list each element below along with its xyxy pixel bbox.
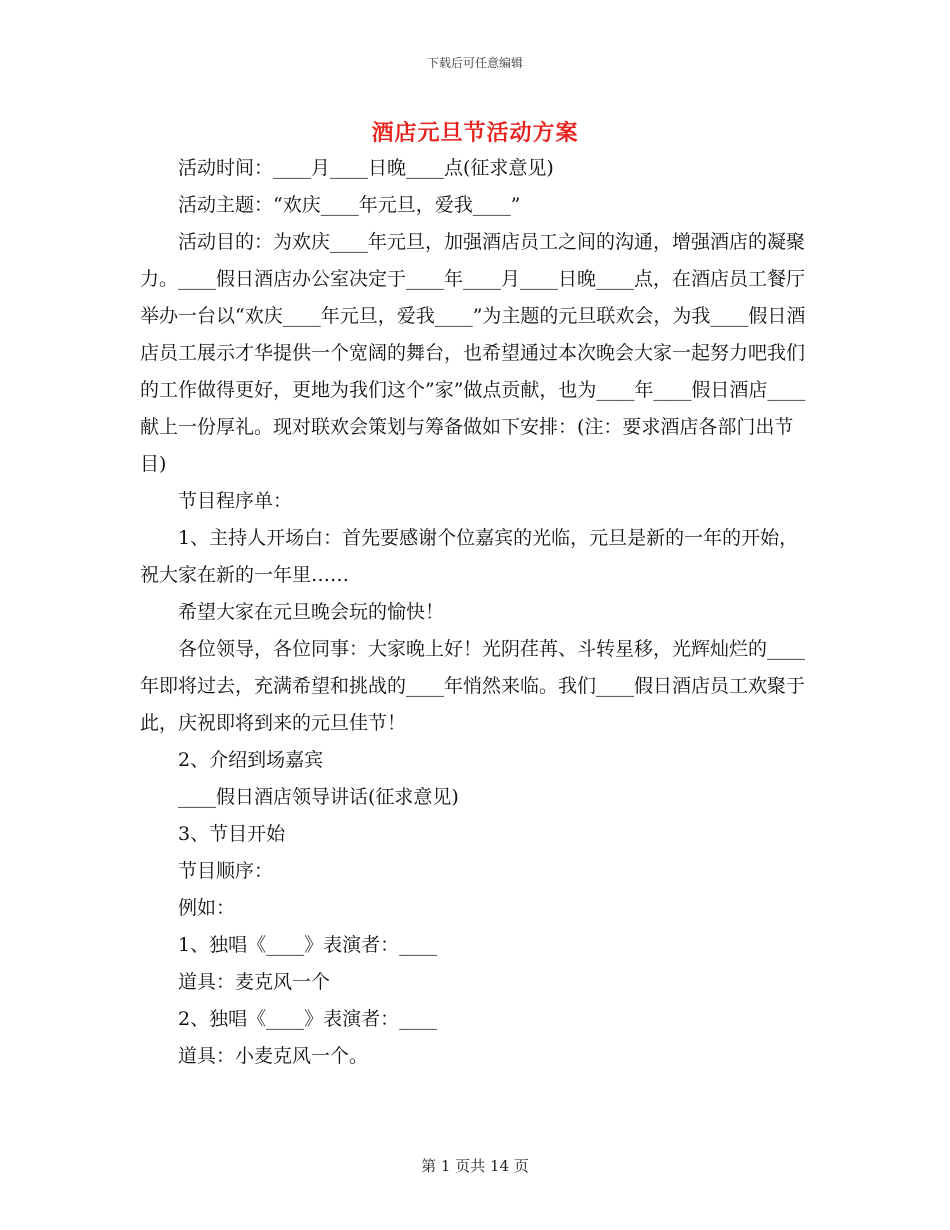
paragraph-props-2: 道具：小麦克风一个。	[178, 1045, 369, 1067]
paragraph-greeting: 各位领导，各位同事：大家晚上好！光阴荏苒、斗转星移，光辉灿烂的____年即将过去，充满希望和挑战的____年悄然来临。我们____假日酒店员工欢聚于此，庆祝即将到来的元旦佳节！	[140, 638, 806, 734]
paragraph-solo-2: 2、独唱《____》表演者：____	[178, 1008, 438, 1030]
paragraph-introduce-guests: 2、介绍到场嘉宾	[178, 749, 324, 771]
paragraph-solo-1: 1、独唱《____》表演者：____	[178, 934, 438, 956]
paragraph-program-start: 3、节目开始	[178, 823, 286, 845]
document-title: 酒店元旦节活动方案	[371, 120, 579, 146]
paragraph-activity-purpose: 活动目的：为欢庆____年元旦，加强酒店员工之间的沟通，增强酒店的凝聚力。____假日酒店办公室决定于____年____月____日晚____点，在酒店员工餐厅举办一台以“欢庆____年元旦，爱我____”为主题的元旦联欢会，为我____假日酒店员工展示才华提供一个宽阔的舞台，也希望通过本次晚会大家一起努力吧我们的工作做得更好，更地为我们这个”家”做点贡献，也为____年____假日酒店____献上一份厚礼。现对联欢会策划与筹备做如下安排：(注：要求酒店各部门出节目)	[140, 231, 806, 475]
paragraph-wish: 希望大家在元旦晚会玩的愉快！	[178, 601, 445, 623]
paragraph-leader-speech: ____假日酒店领导讲话(征求意见)	[178, 786, 459, 808]
paragraph-program-heading: 节目程序单：	[178, 490, 293, 512]
page-number: 第 1 页共 14 页	[421, 1157, 529, 1175]
header-note: 下载后可任意编辑	[426, 56, 523, 70]
paragraph-program-order: 节目顺序：	[178, 860, 274, 882]
paragraph-host-opening: 1、主持人开场白：首先要感谢个位嘉宾的光临，元旦是新的一年的开始，祝大家在新的一年里……	[140, 527, 799, 586]
paragraph-activity-time: 活动时间：____月____日晚____点(征求意见)	[178, 157, 554, 179]
paragraph-example: 例如：	[178, 897, 236, 919]
paragraph-activity-theme: 活动主题：“欢庆____年元旦，爱我____”	[178, 194, 521, 216]
paragraph-props-1: 道具：麦克风一个	[178, 971, 331, 993]
document-body	[140, 150, 812, 1075]
